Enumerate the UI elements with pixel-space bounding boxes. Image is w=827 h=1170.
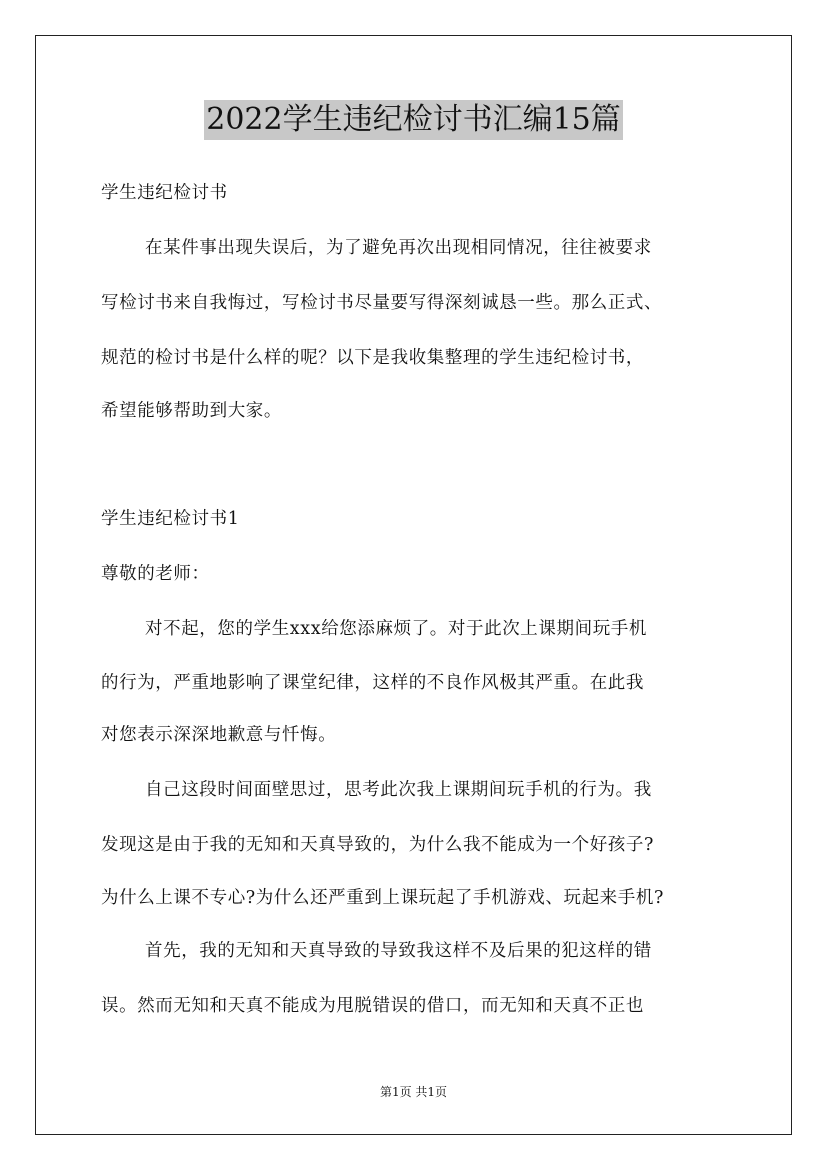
paragraph-line: 的行为，严重地影响了课堂纪律，这样的不良作风极其严重。在此我 — [101, 673, 644, 693]
heading: 学生违纪检讨书 — [101, 183, 228, 203]
salutation: 尊敬的老师： — [101, 564, 210, 584]
document-title: 2022学生违纪检讨书汇编15篇 — [204, 100, 623, 140]
paragraph-line: 误。然而无知和天真不能成为甩脱错误的借口，而无知和天真不正也 — [101, 996, 644, 1016]
page-footer: 第1页 共1页 — [379, 1085, 448, 1099]
paragraph-line: 发现这是由于我的无知和天真导致的，为什么我不能成为一个好孩子? — [101, 835, 654, 855]
section-heading: 学生违纪检讨书1 — [101, 509, 240, 529]
intro-line: 希望能够帮助到大家。 — [101, 401, 282, 421]
intro-line: 在某件事出现失误后，为了避免再次出现相同情况，往往被要求 — [145, 238, 652, 258]
intro-line: 写检讨书来自我悔过，写检讨书尽量要写得深刻诚恳一些。那么正式、 — [101, 293, 663, 313]
paragraph-line: 对您表示深深地歉意与忏悔。 — [101, 725, 337, 745]
paragraph-line: 对不起，您的学生xxx给您添麻烦了。对于此次上课期间玩手机 — [145, 619, 648, 639]
paragraph-line: 自己这段时间面壁思过，思考此次我上课期间玩手机的行为。我 — [145, 780, 652, 800]
intro-line: 规范的检讨书是什么样的呢？以下是我收集整理的学生违纪检讨书， — [101, 348, 644, 368]
paragraph-line: 首先，我的无知和天真导致的导致我这样不及后果的犯这样的错 — [145, 941, 652, 961]
paragraph-line: 为什么上课不专心?为什么还严重到上课玩起了手机游戏、玩起来手机? — [101, 888, 664, 908]
title-container — [0, 100, 827, 140]
